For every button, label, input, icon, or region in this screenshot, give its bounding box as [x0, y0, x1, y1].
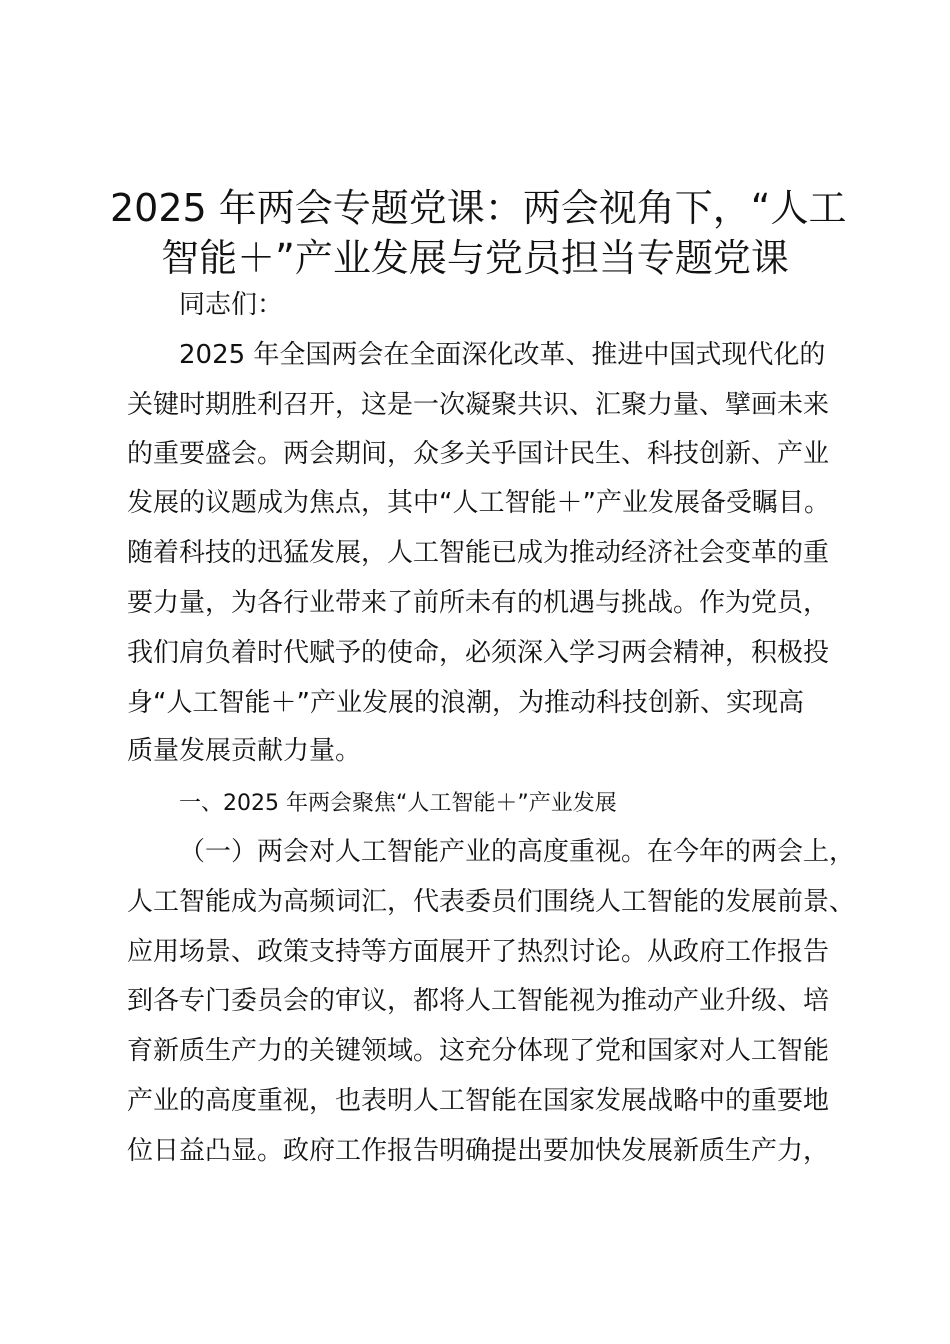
document-title-line-2: 智能＋”产业发展与党员担当专题党课	[161, 236, 789, 280]
paragraph-2-line-2: 人工智能成为高频词汇，代表委员们围绕人工智能的发展前景、	[127, 887, 856, 917]
paragraph-1-line-2: 关键时期胜利召开，这是一次凝聚共识、汇聚力量、擘画未来	[127, 390, 830, 420]
paragraph-1-line-9: 质量发展贡献力量。	[127, 736, 362, 766]
paragraph-1-line-3: 的重要盛会。两会期间，众多关乎国计民生、科技创新、产业	[127, 439, 830, 469]
paragraph-1-line-5: 随着科技的迅猛发展，人工智能已成为推动经济社会变革的重	[127, 538, 830, 568]
paragraph-2-line-6: 产业的高度重视，也表明人工智能在国家发展战略中的重要地	[127, 1086, 830, 1116]
document-title-line-1: 2025 年两会专题党课：两会视角下，“人工	[110, 186, 847, 230]
paragraph-2-line-1: （一）两会对人工智能产业的高度重视。在今年的两会上，	[179, 837, 856, 867]
paragraph-2-line-3: 应用场景、政策支持等方面展开了热烈讨论。从政府工作报告	[127, 937, 830, 967]
paragraph-1-line-4: 发展的议题成为焦点，其中“人工智能＋”产业发展备受瞩目。	[127, 488, 830, 518]
paragraph-1-line-6: 要力量，为各行业带来了前所未有的机遇与挑战。作为党员，	[127, 588, 830, 618]
paragraph-2-line-4: 到各专门委员会的审议，都将人工智能视为推动产业升级、培	[127, 986, 830, 1016]
section-1-heading: 一、2025 年两会聚焦“人工智能＋”产业发展	[179, 791, 617, 816]
paragraph-2-line-7: 位日益凸显。政府工作报告明确提出要加快发展新质生产力，	[127, 1136, 830, 1166]
salutation: 同志们：	[179, 290, 284, 320]
paragraph-1-line-8: 身“人工智能＋”产业发展的浪潮，为推动科技创新、实现高	[127, 688, 804, 718]
paragraph-1-line-7: 我们肩负着时代赋予的使命，必须深入学习两会精神，积极投	[127, 638, 830, 668]
paragraph-1-line-1: 2025 年全国两会在全面深化改革、推进中国式现代化的	[179, 340, 826, 370]
paragraph-2-line-5: 育新质生产力的关键领域。这充分体现了党和国家对人工智能	[127, 1036, 830, 1066]
